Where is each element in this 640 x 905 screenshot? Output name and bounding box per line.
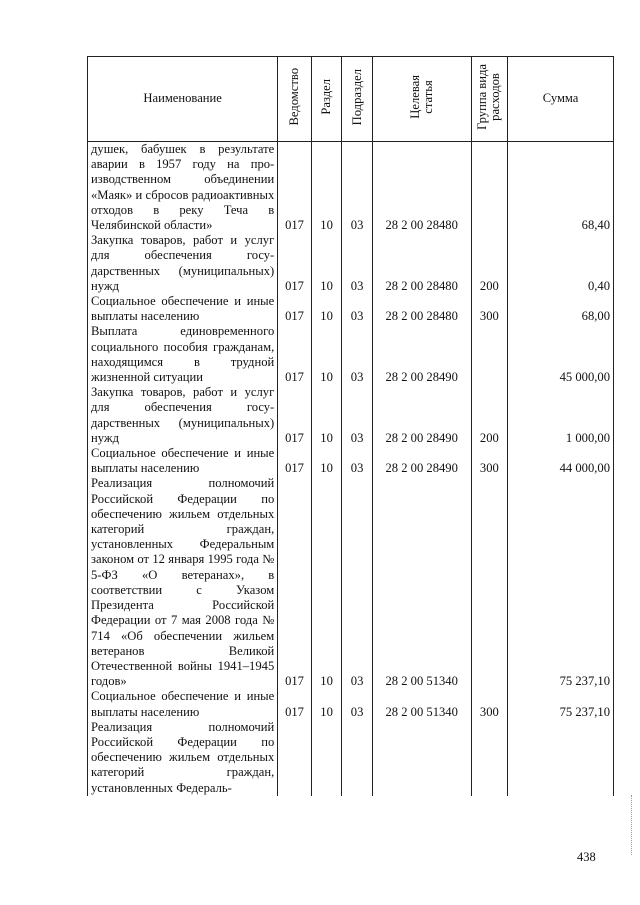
header-name: Наименование xyxy=(88,57,278,142)
row-podrazdel: 03 xyxy=(342,324,373,385)
row-name: Закупка товаров, работ и услуг для обеспечения государственных (муниципальных) нужд xyxy=(88,233,278,294)
table-header-row xyxy=(88,57,614,142)
row-celevaya: 28 2 00 28480 xyxy=(372,294,471,324)
header-celevaya xyxy=(372,57,471,142)
row-celevaya: 28 2 00 28490 xyxy=(372,385,471,446)
header-vedomstvo-label: Ведомство xyxy=(287,68,302,126)
row-name: душек, бабушек в результате аварии в 1957 году на производственном объединении «Маяк» и сбросов радиоактивных отходов в реку Теча в Челябинской области» xyxy=(88,142,278,234)
row-gruppa xyxy=(471,142,508,234)
row-celevaya: 28 2 00 28480 xyxy=(372,233,471,294)
row-podrazdel: 03 xyxy=(342,446,373,476)
row-gruppa: 200 xyxy=(471,385,508,446)
row-vedomstvo: 017 xyxy=(278,324,312,385)
page-number: 438 xyxy=(577,850,596,864)
row-celevaya: 28 2 00 28490 xyxy=(372,446,471,476)
header-razdel xyxy=(311,57,342,142)
row-name: Социальное обеспечение и иные выплаты населению xyxy=(88,689,278,719)
budget-table xyxy=(87,56,614,796)
row-name: Реализация полномочий Российской Федерации по обеспечению жильем отдельных категорий граждан, установленных Федеральным законом от 12 января 1995 года № 5-ФЗ «О ветеранах», в соответствии с Указом Президента Российской Федерации от 7 мая 2008 года № 714 «Об обеспечении жильем ветеранов Великой Отечественной войны 1941–1945 годов» xyxy=(88,476,278,689)
row-podrazdel xyxy=(342,720,373,796)
row-vedomstvo: 017 xyxy=(278,476,312,689)
row-name: Реализация полномочий Российской Федерации по обеспечению жильем отдельных категорий граждан, установленных Федераль- xyxy=(88,720,278,796)
header-podrazdel xyxy=(342,57,373,142)
row-celevaya: 28 2 00 51340 xyxy=(372,689,471,719)
row-celevaya: 28 2 00 28480 xyxy=(372,142,471,234)
row-razdel: 10 xyxy=(311,142,342,234)
row-celevaya: 28 2 00 28490 xyxy=(372,324,471,385)
row-gruppa xyxy=(471,720,508,796)
row-gruppa: 200 xyxy=(471,233,508,294)
row-gruppa: 300 xyxy=(471,689,508,719)
row-summa: 68,40 xyxy=(508,142,614,234)
row-podrazdel: 03 xyxy=(342,689,373,719)
row-summa: 45 000,00 xyxy=(508,324,614,385)
row-summa: 75 237,10 xyxy=(508,689,614,719)
row-podrazdel: 03 xyxy=(342,233,373,294)
header-podrazdel-label: Подраздел xyxy=(349,68,364,126)
row-summa: 44 000,00 xyxy=(508,446,614,476)
row-razdel: 10 xyxy=(311,233,342,294)
header-celevaya-label: Целевая статья xyxy=(407,75,435,119)
row-name: Выплата единовременного социального пособия гражданам, находящимся в трудной жизненной ситуации xyxy=(88,324,278,385)
row-name: Закупка товаров, работ и услуг для обеспечения государственных (муниципальных) нужд xyxy=(88,385,278,446)
table-row xyxy=(88,476,614,689)
row-vedomstvo xyxy=(278,720,312,796)
row-razdel: 10 xyxy=(311,476,342,689)
row-vedomstvo: 017 xyxy=(278,446,312,476)
table-row xyxy=(88,446,614,476)
row-name: Социальное обеспечение и иные выплаты населению xyxy=(88,446,278,476)
header-summa: Сумма xyxy=(508,57,614,142)
row-vedomstvo: 017 xyxy=(278,233,312,294)
row-gruppa xyxy=(471,476,508,689)
row-name: Социальное обеспечение и иные выплаты населению xyxy=(88,294,278,324)
row-vedomstvo: 017 xyxy=(278,142,312,234)
row-razdel: 10 xyxy=(311,294,342,324)
row-podrazdel: 03 xyxy=(342,294,373,324)
row-vedomstvo: 017 xyxy=(278,689,312,719)
row-razdel xyxy=(311,720,342,796)
row-razdel: 10 xyxy=(311,324,342,385)
row-razdel: 10 xyxy=(311,385,342,446)
row-gruppa xyxy=(471,324,508,385)
row-gruppa: 300 xyxy=(471,446,508,476)
scan-edge-marks xyxy=(631,795,634,855)
row-summa: 75 237,10 xyxy=(508,476,614,689)
table-row xyxy=(88,294,614,324)
table-row xyxy=(88,689,614,719)
row-celevaya xyxy=(372,720,471,796)
header-gruppa-label: Группа вида расходов xyxy=(475,63,503,130)
header-vedomstvo xyxy=(278,57,312,142)
row-summa: 68,00 xyxy=(508,294,614,324)
table-row xyxy=(88,233,614,294)
header-razdel-label: Раздел xyxy=(319,79,334,115)
row-podrazdel: 03 xyxy=(342,385,373,446)
row-summa xyxy=(508,720,614,796)
row-celevaya: 28 2 00 51340 xyxy=(372,476,471,689)
table-row xyxy=(88,385,614,446)
row-razdel: 10 xyxy=(311,689,342,719)
header-gruppa xyxy=(471,57,508,142)
row-razdel: 10 xyxy=(311,446,342,476)
row-summa: 0,40 xyxy=(508,233,614,294)
table-row xyxy=(88,720,614,796)
row-summa: 1 000,00 xyxy=(508,385,614,446)
row-podrazdel: 03 xyxy=(342,476,373,689)
row-gruppa: 300 xyxy=(471,294,508,324)
table-row xyxy=(88,142,614,234)
row-vedomstvo: 017 xyxy=(278,294,312,324)
table-row xyxy=(88,324,614,385)
row-podrazdel: 03 xyxy=(342,142,373,234)
row-vedomstvo: 017 xyxy=(278,385,312,446)
